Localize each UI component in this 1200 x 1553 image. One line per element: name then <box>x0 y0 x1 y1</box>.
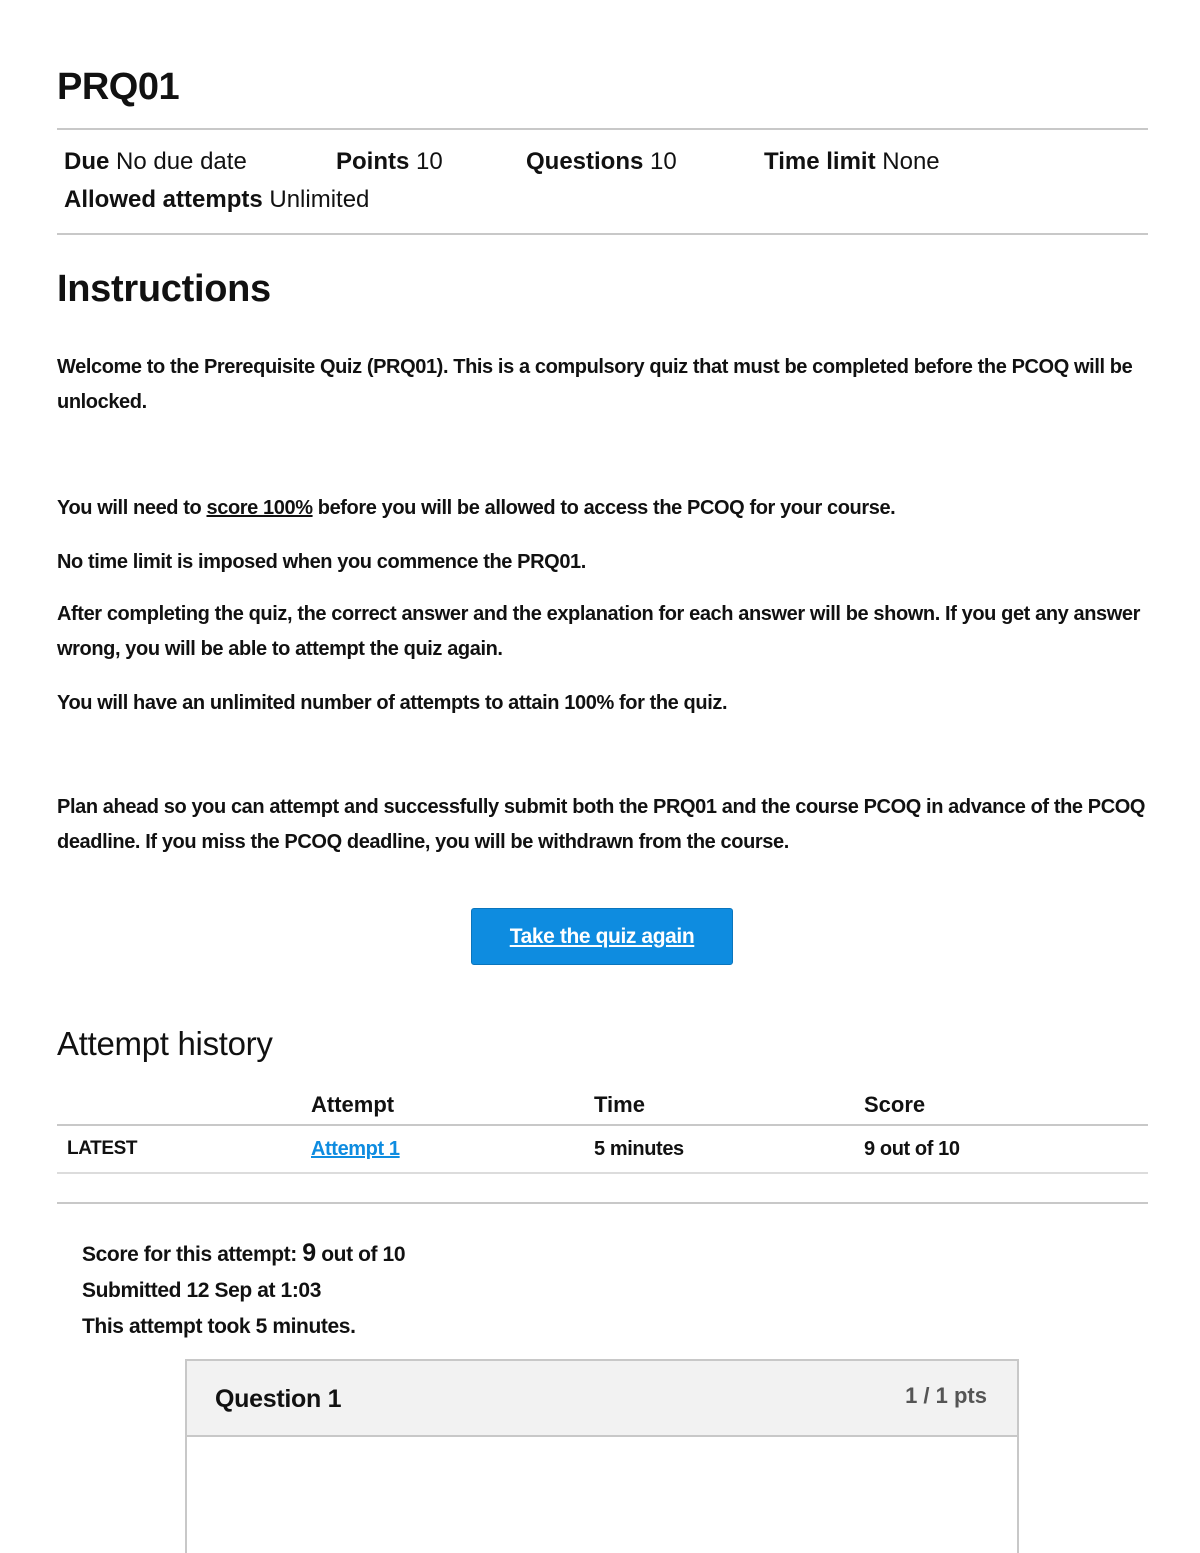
emphasis-text: score 100% <box>206 497 313 519</box>
column-header <box>57 1086 311 1125</box>
instructions-paragraph: Plan ahead so you can attempt and successfully submit both the PRQ01 and the course PCOQ in advance of the PCOQ deadline. If you miss the PCOQ deadline, you will be withdrawn from the course. <box>57 796 1146 853</box>
attempt-history-heading: Attempt history <box>57 1025 273 1062</box>
instructions-paragraph: No time limit is imposed when you commence the PRQ01. <box>57 551 586 573</box>
quiz-meta-row <box>64 148 1144 178</box>
score-cell: 9 out of 10 <box>864 1125 1148 1173</box>
score-value: 9 <box>302 1239 316 1267</box>
divider <box>57 128 1148 130</box>
divider <box>57 233 1148 235</box>
column-header: Time <box>594 1086 864 1125</box>
take-quiz-again-button[interactable]: Take the quiz again <box>471 908 733 965</box>
points-info <box>336 148 443 176</box>
instructions-paragraph: You will have an unlimited number of attempts to attain 100% for the quiz. <box>57 692 728 714</box>
time-cell: 5 minutes <box>594 1125 864 1173</box>
instructions-heading: Instructions <box>57 268 271 310</box>
attempt-history-table <box>57 1086 1148 1174</box>
instructions-paragraph <box>57 491 1148 526</box>
instructions-paragraph: After completing the quiz, the correct answer and the explanation for each answer will be shown. If you get any answer wrong, you will be able to attempt the quiz again. <box>57 603 1141 660</box>
attempts-info <box>64 186 369 214</box>
submitted-line: Submitted 12 Sep at 1:03 <box>82 1279 321 1302</box>
attempt-link[interactable]: Attempt 1 <box>311 1137 400 1160</box>
time-limit-info <box>764 148 940 176</box>
column-header: Attempt <box>311 1086 594 1125</box>
time-limit-label: Time limit <box>764 148 876 175</box>
instructions-paragraph: Welcome to the Prerequisite Quiz (PRQ01). This is a compulsory quiz that must be completed before the PCOQ will be unlocked. <box>57 356 1133 413</box>
points-value: 10 <box>416 148 443 175</box>
score-prefix: Score for this attempt: <box>82 1243 303 1266</box>
attempt-summary <box>82 1235 405 1345</box>
question-title: Question 1 <box>215 1385 342 1413</box>
questions-value: 10 <box>650 148 677 175</box>
questions-info <box>526 148 677 176</box>
attempt-score-line <box>82 1235 405 1273</box>
due-info <box>64 148 247 176</box>
questions-label: Questions <box>526 148 644 175</box>
points-label: Points <box>336 148 410 175</box>
attempts-value: Unlimited <box>269 186 370 213</box>
duration-line: This attempt took 5 minutes. <box>82 1315 356 1338</box>
divider <box>57 1202 1148 1204</box>
table-header-row <box>57 1086 1148 1125</box>
due-label: Due <box>64 148 110 175</box>
attempt-cell <box>311 1125 594 1173</box>
text-span: before you will be allowed to access the PCOQ for your course. <box>312 497 896 519</box>
attempts-label: Allowed attempts <box>64 186 263 213</box>
column-header: Score <box>864 1086 1148 1125</box>
score-suffix: out of 10 <box>315 1243 406 1266</box>
latest-tag: LATEST <box>57 1125 311 1173</box>
quiz-title: PRQ01 <box>57 66 180 108</box>
due-value: No due date <box>116 148 247 175</box>
time-limit-value: None <box>882 148 940 175</box>
question-points: 1 / 1 pts <box>905 1383 987 1408</box>
question-card <box>185 1359 1019 1553</box>
table-row <box>57 1125 1148 1173</box>
text-span: You will need to <box>57 497 207 519</box>
question-header <box>187 1361 1017 1437</box>
